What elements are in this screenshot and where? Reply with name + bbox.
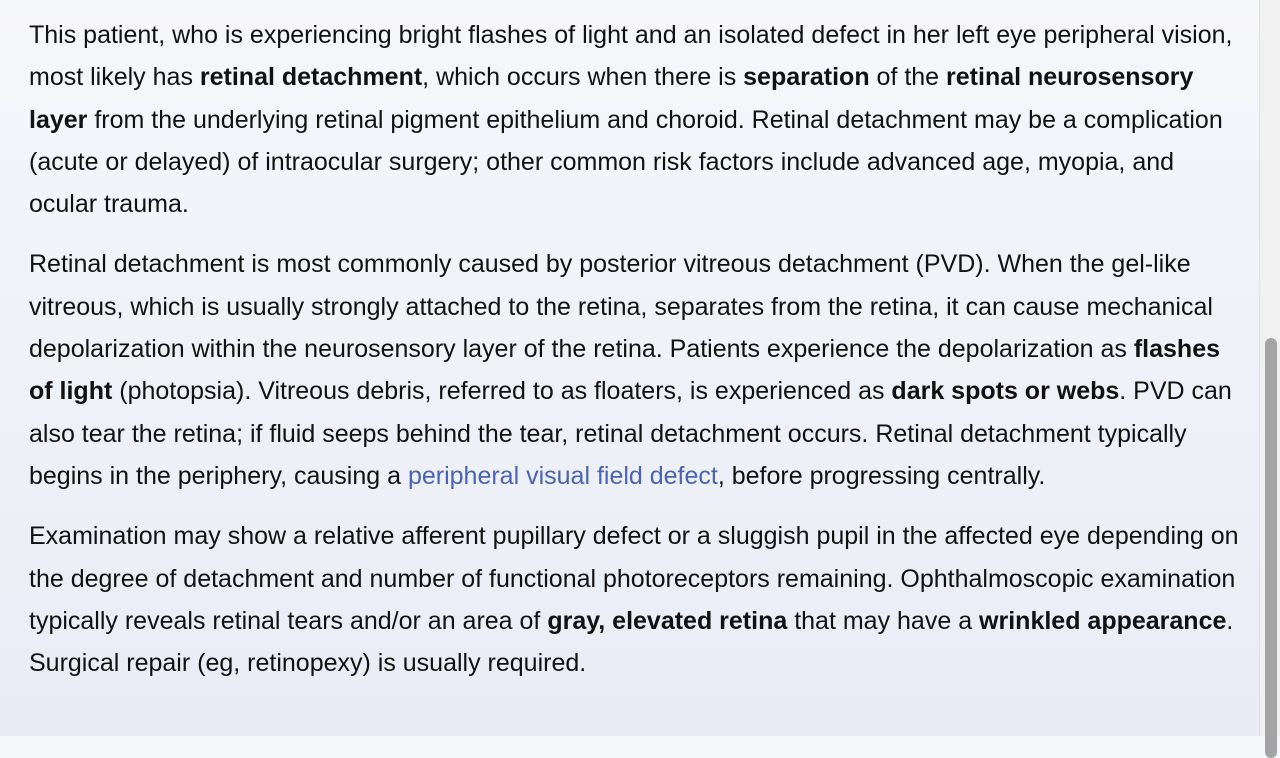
text-segment: , before progressing centrally. — [717, 461, 1046, 490]
bold-term: wrinkled appearance — [979, 606, 1227, 635]
text-segment: of the — [869, 63, 947, 92]
text-segment: Examination may show a relative afferent pupillary defect or a sluggish pupil in the affected eye depending on the degree of detachment and number of functional photoreceptors remaining. Ophthalmoscopic examination typically reveals retinal tears and/or an area of — [29, 522, 1239, 635]
text-segment: that may have a — [787, 606, 980, 635]
bold-term: gray, elevated retina — [547, 606, 788, 635]
vertical-scrollbar[interactable] — [1259, 0, 1280, 736]
text-segment: (photopsia). Vitreous debris, referred to as floaters, is experienced as — [112, 377, 892, 406]
bold-term: dark spots or webs — [891, 377, 1120, 406]
text-segment: . PVD can also tear the retina; if fluid seeps behind the tear, retinal detachment occurs. Retinal detachment typically begins in the periphery, causing a — [29, 377, 1232, 490]
explanation-content — [29, 14, 1244, 702]
bold-term: separation — [743, 63, 870, 92]
text-segment: Retinal detachment is most commonly caused by posterior vitreous detachment (PVD). When the gel-like vitreous, which is usually strongly attached to the retina, separates from the retina, it can cause mechanical depolarization within the neurosensory layer of the retina. Patients experience the depolarization as — [29, 250, 1213, 364]
paragraph-3 — [29, 515, 1244, 684]
paragraph-1 — [29, 14, 1244, 225]
text-segment: , which occurs when there is — [422, 63, 744, 92]
scrollbar-thumb[interactable] — [1265, 338, 1277, 758]
paragraph-2 — [29, 243, 1244, 497]
text-segment: This patient, who is experiencing bright flashes of light and an isolated defect in her left eye peripheral vision, most likely has — [29, 21, 1233, 92]
bold-term: retinal detachment — [199, 63, 423, 92]
text-segment: . Surgical repair (eg, retinopexy) is usually required. — [29, 606, 1234, 678]
bold-term: retinal neurosensory layer — [29, 63, 1194, 134]
text-segment: from the underlying retinal pigment epithelium and choroid. Retinal detachment may be a complication (acute or delayed) of intraocular surgery; other common risk factors include advanced age, myopia, and ocular trauma. — [29, 105, 1223, 219]
bold-term: flashes of light — [29, 335, 1221, 406]
peripheral-visual-field-defect-link[interactable]: peripheral visual field defect — [407, 461, 718, 490]
